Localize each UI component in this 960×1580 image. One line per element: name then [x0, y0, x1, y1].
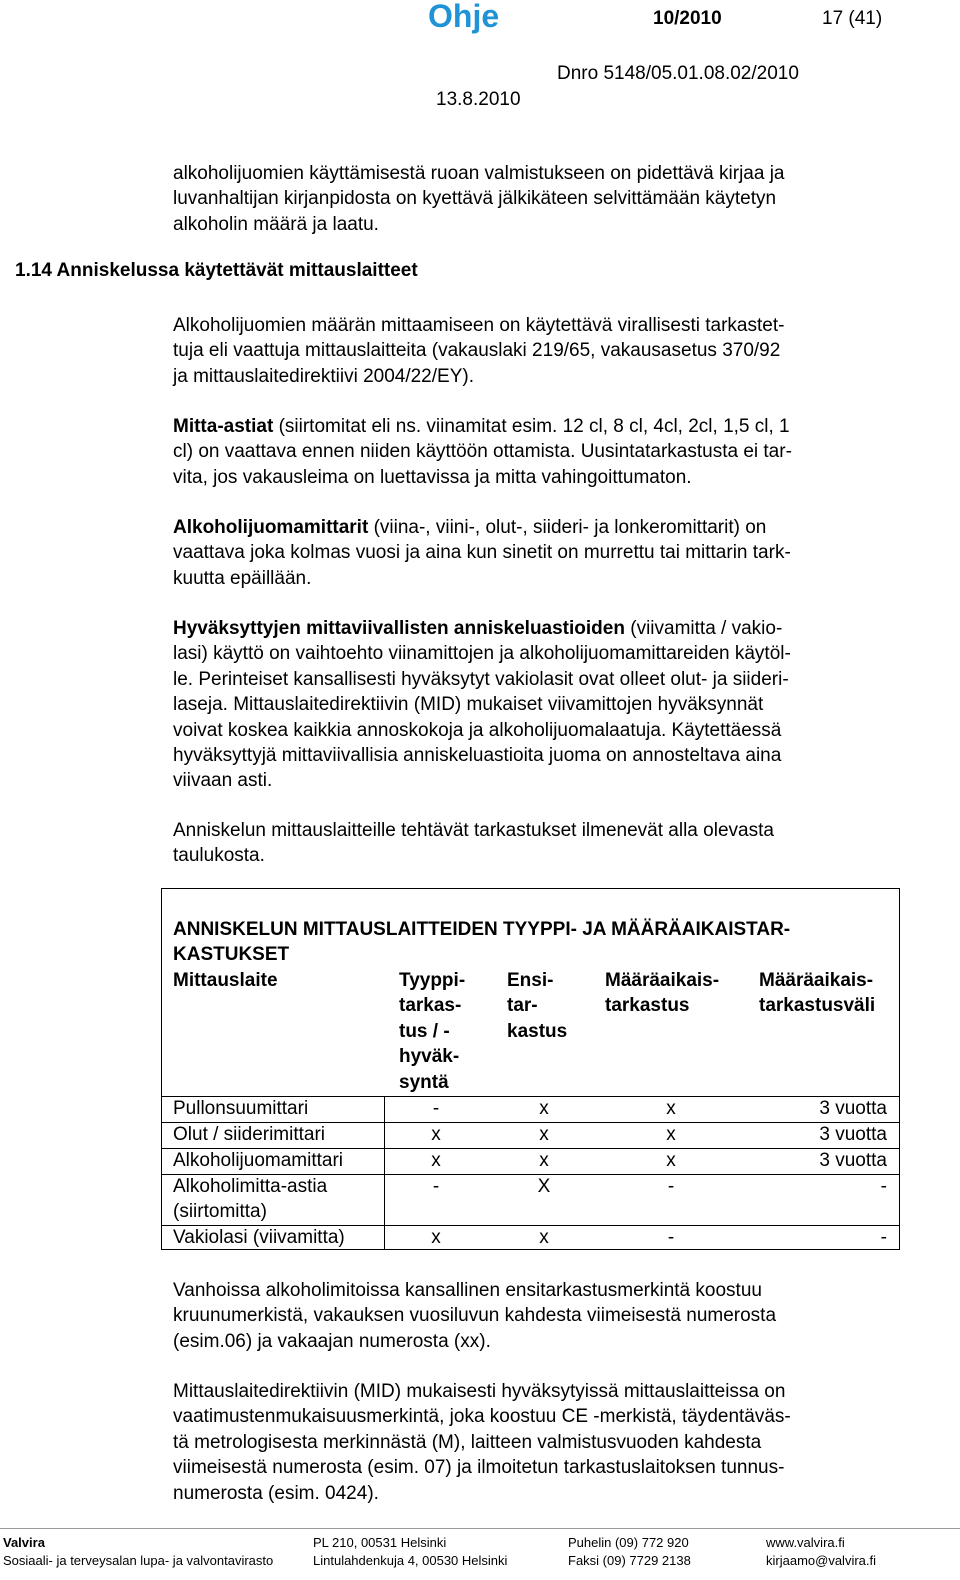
paragraph-table-intro: Anniskelun mittauslaitteille tehtävät tarkastukset ilmenevät alla olevasta taulukosta.	[173, 820, 774, 867]
table-cell: x	[539, 1227, 549, 1248]
table-row: Pullonsuumittari	[173, 1098, 309, 1119]
footer-fax: Faksi (09) 7729 2138	[568, 1553, 691, 1568]
table-cell: -	[432, 1176, 440, 1197]
footer-divider	[0, 1528, 960, 1529]
table-cell: 3 vuotta	[819, 1124, 887, 1145]
page-number: 17 (41)	[822, 8, 883, 29]
footer-website-link[interactable]: www.valvira.fi	[766, 1535, 845, 1550]
table-row: Vakiolasi (viivamitta)	[173, 1227, 345, 1248]
table-cell: X	[537, 1176, 551, 1197]
table-row: Alkoholimitta-astia (siirtomitta)	[173, 1176, 328, 1223]
paragraph-alcohol-meters: Alkoholijuomamittarit (viina-, viini-, olut-, siideri- ja lonkeromittarit) on vaattava joka kolmas vuosi ja aina kun sinetit on murrettu tai mittarin tark- kuutta epäillään.	[173, 517, 791, 589]
document-type-title: Ohje	[428, 0, 500, 34]
footer-phone: Puhelin (09) 772 920	[568, 1535, 689, 1550]
table-row: Olut / siiderimittari	[173, 1124, 326, 1145]
table-divider	[384, 1096, 385, 1250]
table-title: ANNISKELUN MITTAUSLAITTEIDEN TYYPPI- JA MÄÄRÄAIKAISTAR- KASTUKSET	[173, 919, 791, 966]
paragraph-measuring-devices: Alkoholijuomien määrän mittaamiseen on käytettävä virallisesti tarkastet- tuja eli vaattuja mittauslaitteita (vakauslaki 219/65, vakausasetus 370/92 ja mittauslaitedirektiivi 2004/22/EY).	[173, 315, 785, 387]
footer-email-link[interactable]: kirjaamo@valvira.fi	[766, 1553, 876, 1568]
col-header-initial-inspection: Ensi- tar- kastus	[507, 970, 568, 1042]
col-header-type-approval: Tyyppi- tarkas- tus / - hyväk- syntä	[399, 970, 466, 1093]
table-cell: x	[539, 1124, 549, 1145]
table-cell: 3 vuotta	[819, 1150, 887, 1171]
table-cell: x	[539, 1150, 549, 1171]
paragraph-old-markings: Vanhoissa alkoholimitoissa kansallinen ensitarkastusmerkintä koostuu kruunumerkistä, vakauksen vuosiluvun kahdesta viimeisestä numerosta (esim.06) ja vakaajan numerosta (xx).	[173, 1280, 777, 1352]
table-cell: x	[666, 1150, 676, 1171]
intro-paragraph: alkoholijuomien käyttämisestä ruoan valmistukseen on pidettävä kirjaa ja luvanhaltijan kirjanpidosta on kyettävä jälkikäteen selvittämään käytetyn alkoholin määrä ja laatu.	[173, 163, 785, 235]
table-cell: x	[431, 1150, 441, 1171]
section-heading: 1.14 Anniskelussa käytettävät mittauslaitteet	[15, 260, 418, 281]
issue-number: 10/2010	[653, 8, 722, 29]
table-cell: x	[431, 1124, 441, 1145]
document-date: 13.8.2010	[436, 89, 521, 110]
table-cell: -	[432, 1098, 440, 1119]
table-cell: 3 vuotta	[819, 1098, 887, 1119]
table-row: Alkoholijuomamittari	[173, 1150, 344, 1171]
table-cell: x	[666, 1124, 676, 1145]
footer-brand: Valvira	[3, 1535, 45, 1550]
table-cell: -	[667, 1227, 675, 1248]
table-cell: x	[539, 1098, 549, 1119]
table-cell: -	[667, 1176, 675, 1197]
table-cell: x	[431, 1227, 441, 1248]
footer-street-address: Lintulahdenkuja 4, 00530 Helsinki	[313, 1553, 508, 1568]
paragraph-mid-markings: Mittauslaitedirektiivin (MID) mukaisesti hyväksytyissä mittauslaitteissa on vaatimustenmukaisuusmerkintä, joka koostuu CE -merkistä, täydentäväs- tä metrologisesta merkinnästä (M), laitteen valmistusvuoden kahdesta viimeisestä numerosta (esim. 07) ja ilmoitetun tarkastuslaitoksen tunnus- numerosta (esim. 0424).	[173, 1381, 791, 1504]
paragraph-approved-glasses: Hyväksyttyjen mittaviivallisten anniskeluastioiden (viivamitta / vakio- lasi) käyttö on vaihtoehto viinamittojen ja alkoholijuomamittareiden käytöl- le. Perinteiset kansallisesti hyväksytyt vakiolasit ovat olleet olut- ja siideri- laseja. Mittauslaitedirektiivin (MID) mukaiset viivamittojen hyväksynnät voivat koskea kaikkia annoskokoja ja alkoholijuomalaatuja. Käytettäessä hyväksyttyjä mittaviivallisia anniskeluastioita juoma on annosteltava aina viivaan asti.	[173, 618, 791, 792]
record-number: Dnro 5148/05.01.08.02/2010	[557, 63, 799, 84]
col-header-periodic-inspection: Määräaikais- tarkastus	[605, 970, 720, 1017]
table-cell: -	[880, 1227, 887, 1248]
col-header-inspection-interval: Määräaikais- tarkastusväli	[759, 970, 876, 1017]
col-header-device: Mittauslaite	[173, 970, 278, 991]
table-cell: x	[666, 1098, 676, 1119]
table-cell: -	[880, 1176, 887, 1197]
paragraph-measuring-vessels: Mitta-astiat (siirtomitat eli ns. viinamitat esim. 12 cl, 8 cl, 4cl, 2cl, 1,5 cl, 1 cl) on vaattava ennen niiden käyttöön ottamista. Uusintatarkastusta ei tar- vita, jos vakausleima on luettavissa ja mitta vahingoittumaton.	[173, 416, 792, 488]
footer-organization: Sosiaali- ja terveysalan lupa- ja valvontavirasto	[3, 1553, 274, 1568]
footer-po-box: PL 210, 00531 Helsinki	[313, 1535, 447, 1550]
